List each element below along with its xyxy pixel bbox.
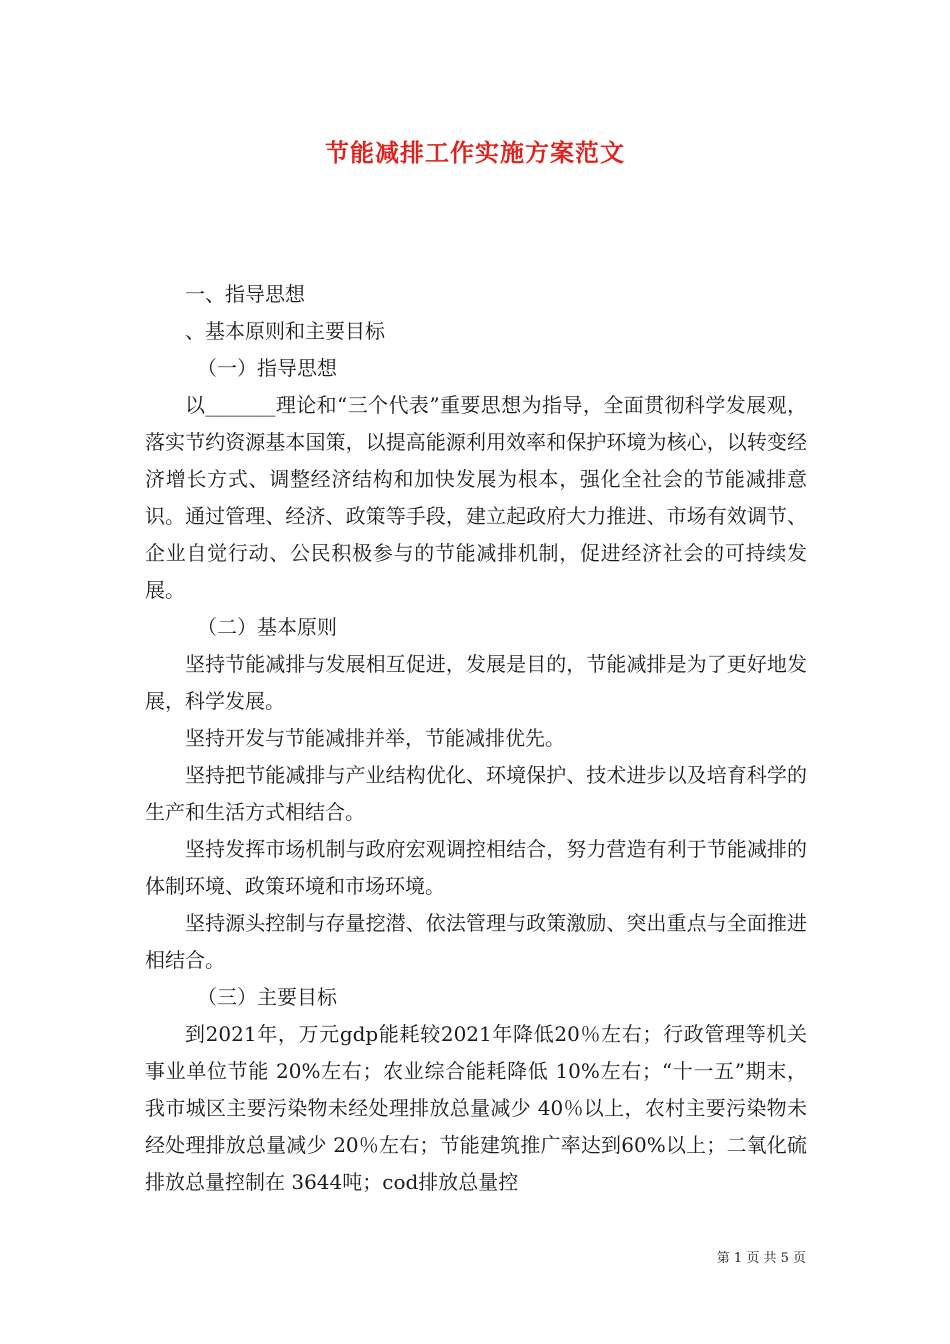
paragraph-principle-5: 坚持源头控制与存量挖潜、依法管理与政策激励、突出重点与全面推进相结合。	[145, 911, 807, 972]
page-number: 第 1 页 共 5 页	[716, 1251, 806, 1266]
paragraph-principle-2: 坚持开发与节能减排并举，节能减排优先。	[185, 726, 565, 750]
paragraph-principle-4: 坚持发挥市场机制与政府宏观调控相结合，努力营造有利于节能减排的体制环境、政策环境和市场环境。	[145, 837, 807, 898]
document-title: 节能减排工作实施方案范文	[325, 138, 625, 167]
subheading-main-goals: （三）主要目标	[197, 985, 337, 1009]
heading-guiding-ideology: 一、指导思想	[185, 282, 305, 306]
subheading-guiding-ideology: （一）指导思想	[197, 356, 337, 380]
subheading-basic-principles: （二）基本原则	[197, 615, 337, 639]
paragraph-main-goals: 到2021年，万元gdp能耗较2021年降低20％左右；行政管理等机关事业单位节能 20%左右；农业综合能耗降低 10%左右；“十一五”期末，我市城区主要污染物未经处理排放总量减少 40％以上，农村主要污染物未经处理排放总量减少 20％左右；节能建筑推广率达到60%以上；二氧化硫排放总量控制在 3644吨；cod排放总量控	[145, 1022, 807, 1194]
paragraph-principle-1: 坚持节能减排与发展相互促进，发展是目的，节能减排是为了更好地发展，科学发展。	[145, 652, 807, 713]
paragraph-guiding-ideology: 以_______理论和“三个代表”重要思想为指导，全面贯彻科学发展观，落实节约资源基本国策，以提高能源利用效率和保护环境为核心，以转变经济增长方式、调整经济结构和加快发展为根本，强化全社会的节能减排意识。通过管理、经济、政策等手段，建立起政府大力推进、市场有效调节、企业自觉行动、公民积极参与的节能减排机制，促进经济社会的可持续发展。	[145, 393, 807, 602]
document-body	[145, 276, 807, 1201]
heading-principles-and-goals: 、基本原则和主要目标	[185, 319, 385, 343]
paragraph-principle-3: 坚持把节能减排与产业结构优化、环境保护、技术进步以及培育科学的生产和生活方式相结合。	[145, 763, 807, 824]
